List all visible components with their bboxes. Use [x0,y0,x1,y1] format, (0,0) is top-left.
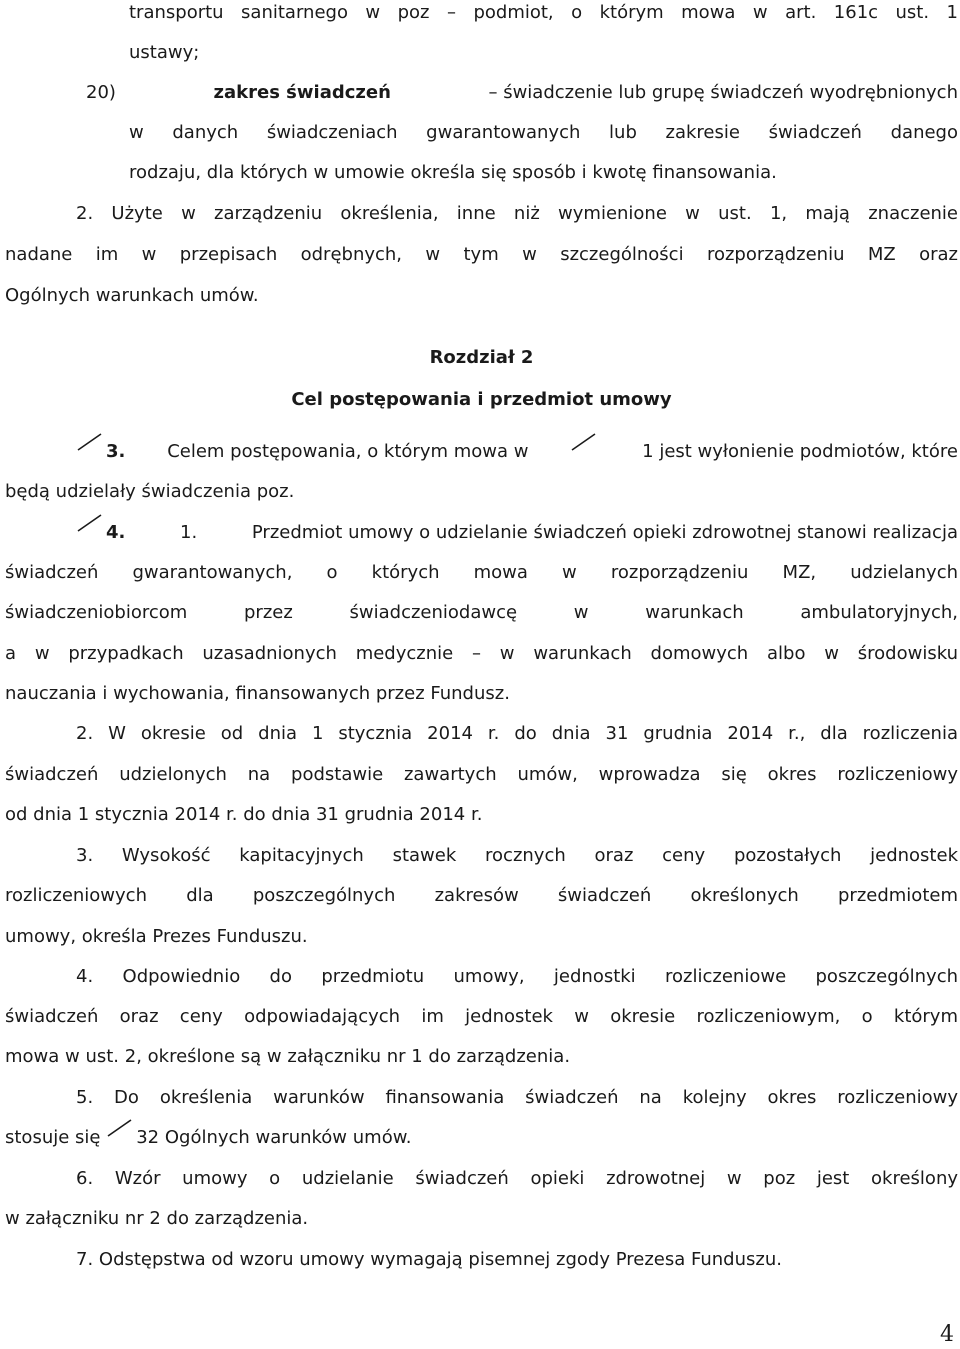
paragraph-4-5-line-1: 5. Do określenia warunków finansowania świadczeń na kolejny okres rozliczeniowy [76,1087,958,1108]
paragraph-2-2-line-2: nadane im w przepisach odrębnych, w tym w szczególności rozporządzeniu MZ oraz [5,244,958,265]
defined-term: zakres świadczeń [213,82,391,103]
section-sign-icon [76,442,106,462]
definition-text: – świadczenie lub grupę świadczeń wyodrębnionych [488,82,958,103]
paragraph-4-4-line-1: 4. Odpowiednio do przedmiotu umowy, jednostki rozliczeniowe poszczególnych [76,966,958,987]
section-sign-icon [106,1128,136,1148]
paragraph-4-1-line-2: świadczeń gwarantowanych, o których mowa w rozporządzeniu MZ, udzielanych [5,562,958,583]
paragraph-4-7-line-1: 7. Odstępstwa od wzoru umowy wymagają pisemnej zgody Prezesa Funduszu. [76,1249,782,1270]
paragraph-4-5-line-2 [5,1118,958,1158]
paragraph-2-2-line-3: Ogólnych warunkach umów. [5,285,259,306]
paragraph-4-3-line-3: umowy, określa Prezes Funduszu. [5,926,308,947]
paragraph-number: 3. [106,441,126,462]
section-sign-icon [76,523,106,543]
paragraph-4-6-line-2: w załączniku nr 2 do zarządzenia. [5,1208,309,1229]
paragraph-3-line-2: będą udzielały świadczenia poz. [5,481,295,502]
list-item-number: 20) [86,82,116,103]
paragraph-number: 4. [106,522,126,543]
paragraph-4-1-line-3: świadczeniobiorcom przez świadczeniodawcę w warunkach ambulatoryjnych, [5,602,958,623]
paragraph-4-2-line-1: 2. W okresie od dnia 1 stycznia 2014 r. do dnia 31 grudnia 2014 r., dla rozliczenia [76,723,958,744]
paragraph-2-2-line-1: 2. Użyte w zarządzeniu określenia, inne niż wymienione w ust. 1, mają znaczenie [76,203,958,224]
paragraph-4-1-line-4: a w przypadkach uzasadnionych medycznie – w warunkach domowych albo w środowisku [5,643,958,664]
paragraph-4-2-line-2: świadczeń udzielonych na podstawie zawartych umów, wprowadza się okres rozliczeniowy [5,764,958,785]
page-number: 4 [940,1322,954,1347]
section-sign-icon [570,442,600,462]
paragraph-4-2-line-3: od dnia 1 stycznia 2014 r. do dnia 31 grudnia 2014 r. [5,804,483,825]
paragraph-4-1-line-5: nauczania i wychowania, finansowanych przez Fundusz. [5,683,510,704]
paragraph-4-6-line-1: 6. Wzór umowy o udzielanie świadczeń opieki zdrowotnej w poz jest określony [76,1168,958,1189]
list-item-20-line-3: rodzaju, dla których w umowie określa się sposób i kwotę finansowania. [129,162,777,183]
paragraph-text: Przedmiot umowy o udzielanie świadczeń opieki zdrowotnej stanowi realizacja [251,522,958,543]
paragraph-text: Celem postępowania, o którym mowa w [167,441,529,462]
paragraph-4-3-line-2: rozliczeniowych dla poszczególnych zakresów świadczeń określonych przedmiotem [5,885,958,906]
paragraph-4-4-line-3: mowa w ust. 2, określone są w załączniku nr 1 do zarządzenia. [5,1046,571,1067]
paragraph-text: 32 Ogólnych warunków umów. [136,1127,412,1148]
paragraph-text: 1 jest wyłonienie podmiotów, które [642,441,958,462]
chapter-title: Cel postępowania i przedmiot umowy [291,389,672,410]
list-item-19-line-1: transportu sanitarnego w poz – podmiot, o którym mowa w art. 161c ust. 1 [129,2,958,23]
paragraph-4-1-line-1 [76,513,958,553]
paragraph-3-line-1 [76,432,958,472]
list-item-20-line-2: w danych świadczeniach gwarantowanych lub zakresie świadczeń danego [129,122,958,143]
chapter-number: Rozdział 2 [429,347,534,368]
list-item-19-line-2: ustawy; [129,42,200,63]
paragraph-text: stosuje się [5,1127,101,1148]
paragraph-4-4-line-2: świadczeń oraz ceny odpowiadających im jednostek w okresie rozliczeniowym, o którym [5,1006,958,1027]
paragraph-4-3-line-1: 3. Wysokość kapitacyjnych stawek rocznych oraz ceny pozostałych jednostek [76,845,958,866]
list-item-20-line-1 [86,73,958,113]
subsection-number: 1. [180,522,198,543]
